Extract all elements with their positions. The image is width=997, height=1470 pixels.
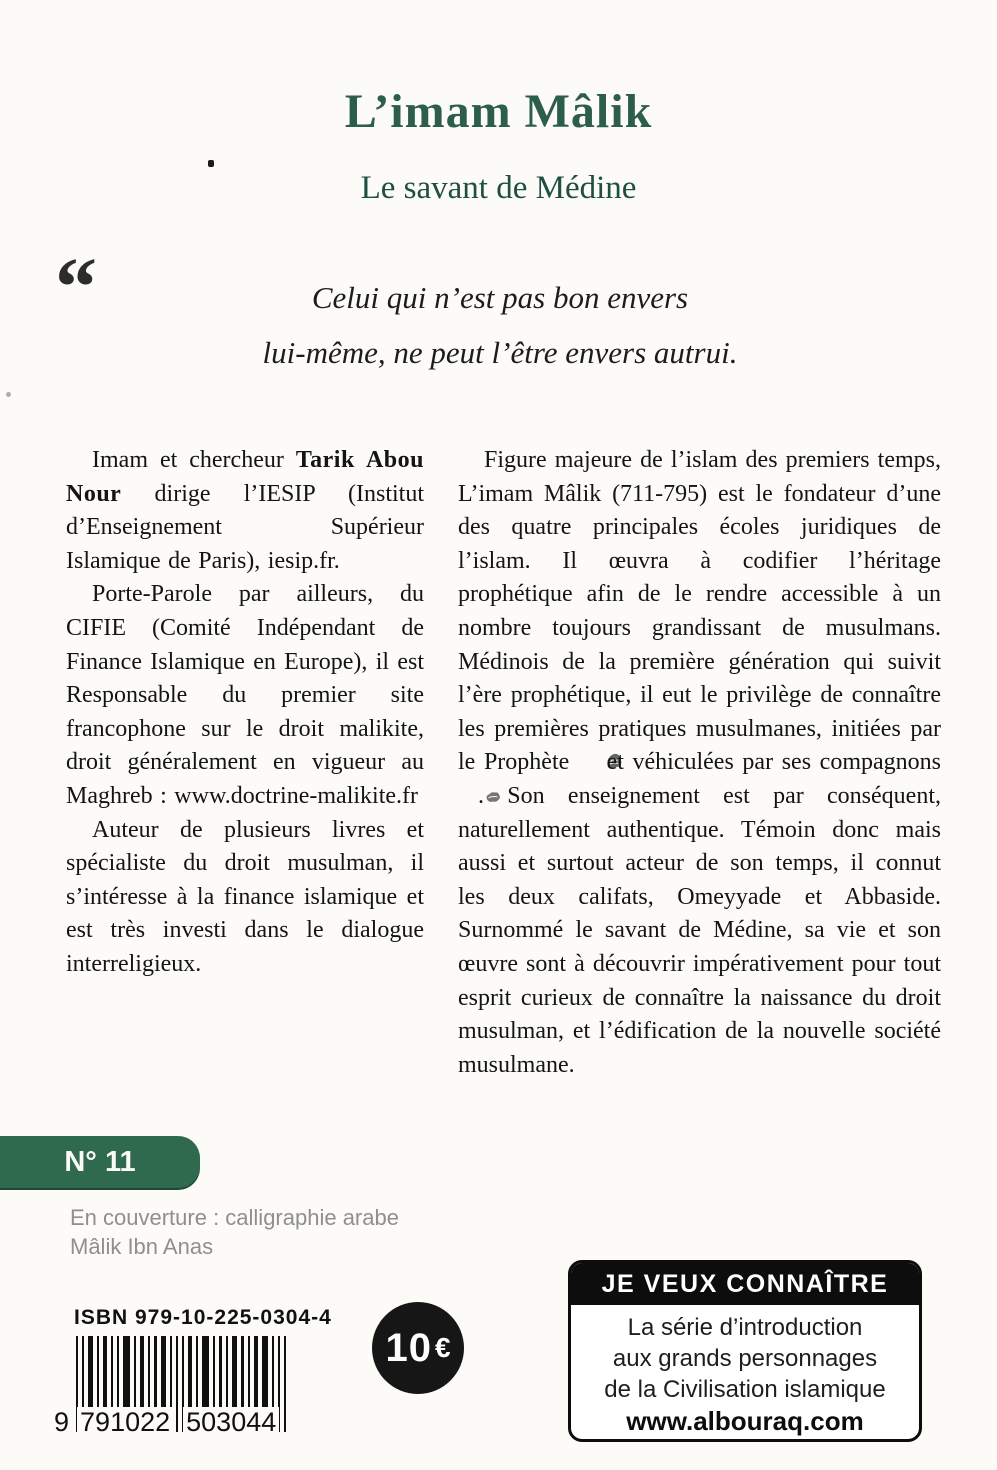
cover-quote — [95, 270, 905, 380]
barcode-digit-left: 9 — [54, 1407, 70, 1437]
summary-paragraph — [458, 444, 941, 1082]
cover-art-note — [70, 1203, 399, 1261]
price-currency-icon: € — [434, 1332, 451, 1363]
series-info-line-2: aux grands personnages — [612, 1345, 878, 1372]
series-info-box — [568, 1260, 922, 1442]
print-dot-artifact — [208, 160, 214, 167]
book-title: L’imam Mâlik — [344, 85, 653, 138]
scan-speck-artifact — [6, 392, 11, 397]
quote-line-1: Celui qui n’est pas bon envers — [311, 280, 689, 315]
summary-text: . Son enseignement est par conséquent, naturellement authentique. Témoin donc mais aussi et surtout acteur de son temps, il connut les deux califats, Omeyyade et Abbaside. Surnommé le savant de Médine, sa vie et son œuvre sont à découvrir impérativement pour tout esprit curieux de connaître la naissance du droit musulman, et l’édification de la nouvelle société musulmane. — [458, 782, 941, 1078]
author-bio-column — [66, 444, 424, 982]
arabic-calligraphy-honorific-prophet-icon — [578, 749, 598, 769]
series-info-line-3: de la Civilisation islamique — [604, 1376, 886, 1403]
series-number-badge — [0, 1136, 200, 1188]
book-subtitle: Le savant de Médine — [360, 170, 637, 206]
bio-text: Imam et chercheur — [92, 447, 296, 473]
barcode-digits-group2: 503044 — [183, 1407, 279, 1438]
price-sticker — [372, 1302, 464, 1394]
bio-text: dirige l’IESIP (Institut d’Enseignement Supérieur Islamique de Paris), iesip.fr. — [66, 480, 424, 574]
quote-line-2: lui-même, ne peut l’être envers autrui. — [262, 335, 738, 370]
cover-note-line-1: En couverture : calligraphie arabe — [70, 1205, 399, 1230]
quote-mark-icon: “ — [55, 241, 97, 334]
book-summary-column — [458, 444, 941, 1082]
series-info-body — [571, 1305, 919, 1437]
series-info-header: JE VEUX CONNAÎTRE — [571, 1263, 919, 1305]
bio-paragraph-2: Porte-Parole par ailleurs, du CIFIE (Comité Indépendant de Finance Islamique en Europe), il est Responsable du premier site francophone sur le droit malikite, droit généralement en vigueur au Maghreb : www.doctrine-malikite.fr — [66, 581, 424, 809]
series-number-label: N° 11 — [64, 1145, 136, 1178]
bio-paragraph-3: Auteur de plusieurs livres et spécialiste du droit musulman, il s’intéresse à la finance islamique et est très investi dans le dialogue interreligieux. — [66, 816, 424, 977]
series-info-line-1: La série d’introduction — [627, 1314, 863, 1341]
barcode-digits — [54, 1407, 314, 1438]
barcode — [54, 1336, 298, 1437]
barcode-digits-group1: 791022 — [77, 1407, 173, 1438]
cover-note-line-2: Mâlik Ibn Anas — [70, 1234, 214, 1259]
bio-paragraph-1 — [66, 444, 424, 578]
summary-text: et véhiculées par ses compagnons — [597, 749, 941, 776]
isbn-label: ISBN 979-10-225-0304-4 — [74, 1306, 332, 1329]
price-amount: 10 — [385, 1325, 432, 1370]
summary-text: Figure majeure de l’islam des premiers temps, L’imam Mâlik (711-795) est le fondateur d’une des quatre principales écoles juridiques de l’islam. Il œuvra à codifier l’héritage prophétique afin de le rendre accessible à un nombre toujours grandissant de musulmans. Médinois de la première génération qui suivit l’ère prophétique, il eut le privilège de connaître les premières pratiques musulmanes, initiées par le Prophète — [458, 447, 941, 776]
publisher-website: www.albouraq.com — [626, 1406, 864, 1436]
author-name: Tarik Abou Nour — [66, 447, 424, 507]
arabic-calligraphy-honorific-companions-icon — [458, 783, 478, 803]
